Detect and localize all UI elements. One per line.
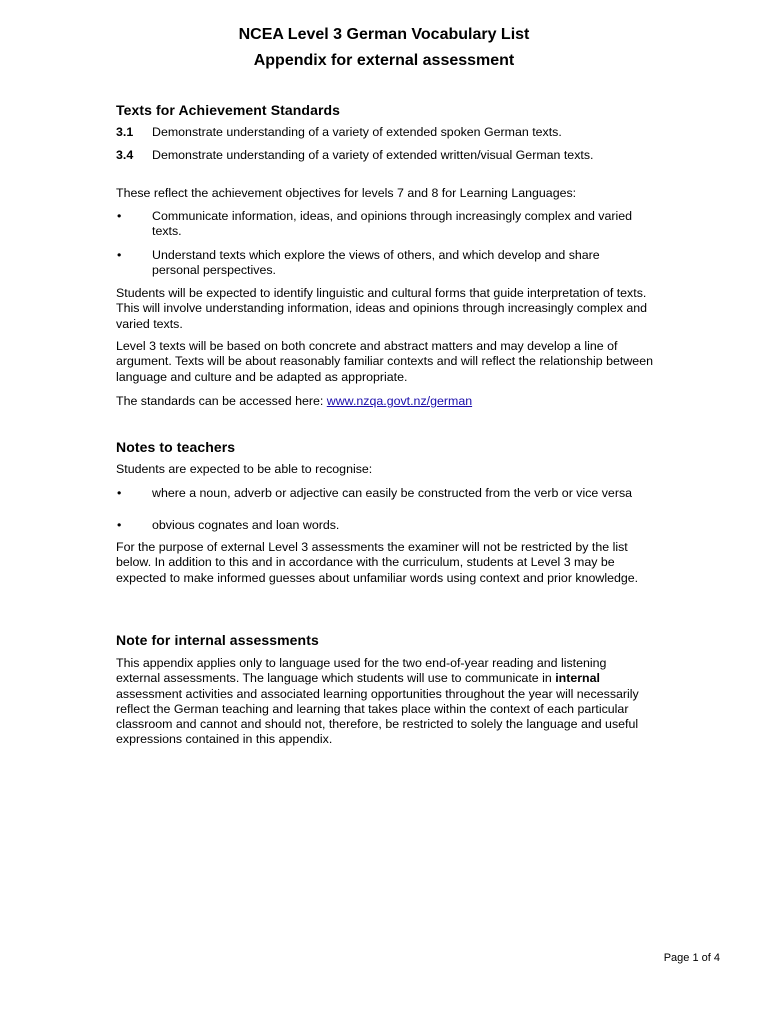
objectives-intro: These reflect the achievement objectives for levels 7 and 8 for Learning Languages: [116,186,577,200]
achievement-heading: Texts for Achievement Standards [116,102,341,118]
paragraph-interpretation: Students will be expected to identify linguistic and cultural forms that guide interpretation of texts. This will involve understanding information, ideas and opinions through increasingly complex and varied texts. [116,286,648,331]
standard-text: Demonstrate understanding of a variety of extended spoken German texts. [152,125,562,139]
notes-bullet-text: obvious cognates and loan words. [152,518,340,532]
bullet-icon: • [117,486,122,500]
objective-bullet-text: Communicate information, ideas, and opinions through increasingly complex and varied texts. [152,209,633,239]
standard-number: 3.1 [116,125,134,139]
standards-access-text: The standards can be accessed here: [116,394,327,408]
bullet-icon: • [117,518,122,532]
page-number: Page 1 of 4 [663,952,720,964]
paragraph-external-assessment: For the purpose of external Level 3 assessments the examiner will not be restricted by the list below. In addition to this and in accordance with the curriculum, students at Level 3 may be expected to make informed guesses about unfamiliar words using context and prior knowledge. [116,540,639,585]
paragraph-internal-assessment [116,656,651,748]
standard-text: Demonstrate understanding of a variety of extended written/visual German texts. [152,148,594,162]
notes-heading: Notes to teachers [116,439,236,455]
standards-access-line [116,394,661,409]
internal-emphasis: internal [555,671,600,686]
internal-text-before: This appendix applies only to language used for the two end-of-year reading and listening external assessments. The language which students will use to communicate in [116,656,607,686]
nzqa-german-link[interactable]: www.nzqa.govt.nz/german [326,394,473,408]
paragraph-level3-texts: Level 3 texts will be based on both concrete and abstract matters and may develop a line of argument. Texts will be about reasonably familiar contexts and will reflect the relationship between language and culture and be adapted as appropriate. [116,339,653,384]
document-title: NCEA Level 3 German Vocabulary List [238,26,530,43]
internal-text-after: assessment activities and associated learning opportunities throughout the year will necessarily reflect the German teaching and learning that takes place within the context of each particular classroom and cannot and should not, therefore, be restricted to solely the language and useful expressions contained in this appendix. [116,686,639,747]
bullet-icon: • [117,209,122,223]
document-subtitle: Appendix for external assessment [253,52,515,69]
notes-intro: Students are expected to be able to recognise: [116,462,373,476]
standard-number: 3.4 [116,148,134,162]
notes-bullet-text: where a noun, adverb or adjective can easily be constructed from the verb or vice versa [152,486,633,500]
bullet-icon: • [117,248,122,262]
internal-heading: Note for internal assessments [116,632,319,648]
objective-bullet-text: Understand texts which explore the views of others, and which develop and share personal perspectives. [152,248,600,278]
